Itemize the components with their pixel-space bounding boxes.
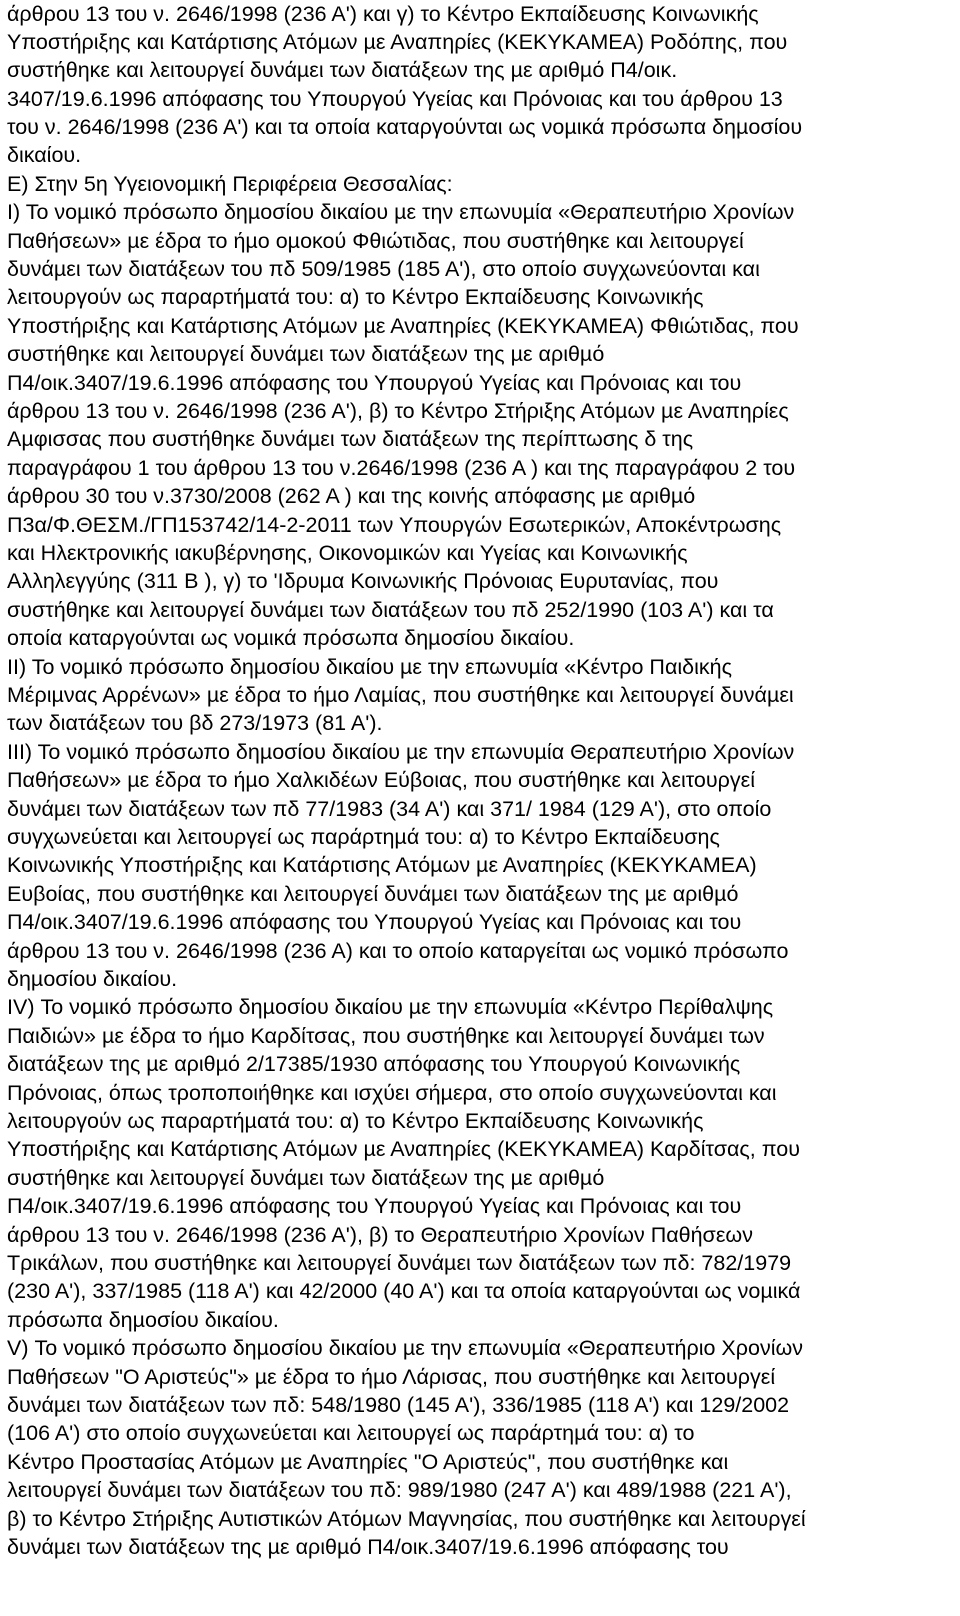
- text-line: δυνάµει των διατάξεων του πδ 509/1985 (185 Α'), στο οποίο συγχωνεύονται και: [7, 257, 760, 281]
- text-line: β) το Κέντρο Στήριξης Αυτιστικών Ατόµων Μαγνησίας, που συστήθηκε και λειτουργεί: [7, 1507, 806, 1531]
- text-line: άρθρου 13 του ν. 2646/1998 (236 Α') και γ) το Κέντρο Εκπαίδευσης Κοινωνικής: [7, 2, 759, 26]
- text-line: παραγράφου 1 του άρθρου 13 του ν.2646/1998 (236 Α ) και της παραγράφου 2 του: [7, 456, 796, 480]
- text-line: του ν. 2646/1998 (236 Α') και τα οποία καταργούνται ως νοµικά πρόσωπα δηµοσίου: [7, 115, 803, 139]
- text-line: συστήθηκε και λειτουργεί δυνάµει των διατάξεων της µε αριθµό: [7, 342, 605, 366]
- text-line: ΙV) Το νοµικό πρόσωπο δηµοσίου δικαίου µε την επωνυµία «Κέντρο Περίθαλψης: [7, 995, 774, 1019]
- section-heading: Ε) Στην 5η Υγειονοµική Περιφέρεια Θεσσαλίας:: [7, 172, 453, 196]
- text-line: V) Το νοµικό πρόσωπο δηµοσίου δικαίου µε την επωνυµία «Θεραπευτήριο Χρονίων: [7, 1336, 804, 1360]
- text-line: δυνάµει των διατάξεων των πδ: 548/1980 (145 Α'), 336/1985 (118 Α') και 129/2002: [7, 1393, 790, 1417]
- text-line: Π3α/Φ.ΘΕΣΜ./ΓΠ153742/14-2-2011 των Υπουργών Εσωτερικών, Αποκέντρωσης: [7, 513, 782, 537]
- text-line: Κοινωνικής Υποστήριξης και Κατάρτισης Ατόµων µε Αναπηρίες (ΚΕΚΥΚΑΜΕΑ): [7, 853, 757, 877]
- text-line: Παθήσεων» µε έδρα το ήµο οµοκού Φθιώτιδας, που συστήθηκε και λειτουργεί: [7, 229, 744, 253]
- text-line: άρθρου 13 του ν. 2646/1998 (236 Α) και το οποίο καταργείται ως νοµικό πρόσωπο: [7, 939, 789, 963]
- text-line: 3407/19.6.1996 απόφασης του Υπουργού Υγείας και Πρόνοιας και του άρθρου 13: [7, 87, 783, 111]
- text-line: άρθρου 13 του ν. 2646/1998 (236 Α'), β) το Θεραπευτήριο Χρονίων Παθήσεων: [7, 1223, 753, 1247]
- text-line: συστήθηκε και λειτουργεί δυνάµει των διατάξεων της µε αριθµό Π4/οικ.: [7, 58, 678, 82]
- text-line: διατάξεων της µε αριθµό 2/17385/1930 απόφασης του Υπουργού Κοινωνικής: [7, 1052, 741, 1076]
- text-line: λειτουργούν ως παραρτήµατά του: α) το Κέντρο Εκπαίδευσης Κοινωνικής: [7, 1109, 704, 1133]
- text-line: πρόσωπα δηµοσίου δικαίου.: [7, 1308, 279, 1332]
- text-line: συγχωνεύεται και λειτουργεί ως παράρτηµά του: α) το Κέντρο Εκπαίδευσης: [7, 825, 720, 849]
- text-line: Υποστήριξης και Κατάρτισης Ατόµων µε Αναπηρίες (ΚΕΚΥΚΑΜΕΑ) Φθιώτιδας, που: [7, 314, 799, 338]
- text-line: δυνάµει των διατάξεων των πδ 77/1983 (34 Α') και 371/ 1984 (129 Α'), στο οποίο: [7, 797, 772, 821]
- text-line: Π4/οικ.3407/19.6.1996 απόφασης του Υπουργού Υγείας και Πρόνοιας και του: [7, 1194, 742, 1218]
- text-line: Παθήσεων "Ο Αριστεύς"» µε έδρα το ήµο Λάρισας, που συστήθηκε και λειτουργεί: [7, 1365, 776, 1389]
- text-line: Παιδιών» µε έδρα το ήµο Καρδίτσας, που συστήθηκε και λειτουργεί δυνάµει των: [7, 1024, 765, 1048]
- text-line: δηµοσίου δικαίου.: [7, 967, 178, 991]
- text-line: και Ηλεκτρονικής ιακυβέρνησης, Οικονοµικών και Υγείας και Κοινωνικής: [7, 541, 688, 565]
- text-line: Μέριµνας Αρρένων» µε έδρα το ήµο Λαµίας, που συστήθηκε και λειτουργεί δυνάµει: [7, 683, 794, 707]
- text-line: (230 Α'), 337/1985 (118 Α') και 42/2000 (40 Α') και τα οποία καταργούνται ως νοµικά: [7, 1279, 801, 1303]
- text-line: άρθρου 30 του ν.3730/2008 (262 Α ) και της κοινής απόφασης µε αριθµό: [7, 484, 696, 508]
- text-line: Π4/οικ.3407/19.6.1996 απόφασης του Υπουργού Υγείας και Πρόνοιας και του: [7, 371, 742, 395]
- text-line: δικαίου.: [7, 143, 82, 167]
- text-line: Παθήσεων» µε έδρα το ήµο Χαλκιδέων Εύβοιας, που συστήθηκε και λειτουργεί: [7, 768, 755, 792]
- text-line: οποία καταργούνται ως νοµικά πρόσωπα δηµοσίου δικαίου.: [7, 626, 575, 650]
- text-line: συστήθηκε και λειτουργεί δυνάµει των διατάξεων της µε αριθµό: [7, 1166, 605, 1190]
- text-line: Υποστήριξης και Κατάρτισης Ατόµων µε Αναπηρίες (ΚΕΚΥΚΑΜΕΑ) Ροδόπης, που: [7, 30, 788, 54]
- text-line: Αλληλεγγύης (311 Β ), γ) το 'Ιδρυµα Κοινωνικής Πρόνοιας Ευρυτανίας, που: [7, 569, 719, 593]
- text-line: άρθρου 13 του ν. 2646/1998 (236 Α'), β) το Κέντρο Στήριξης Ατόµων µε Αναπηρίες: [7, 399, 789, 423]
- text-line: Ευβοίας, που συστήθηκε και λειτουργεί δυνάµει των διατάξεων της µε αριθµό: [7, 882, 739, 906]
- text-line: συστήθηκε και λειτουργεί δυνάµει των διατάξεων του πδ 252/1990 (103 Α') και τα: [7, 598, 774, 622]
- text-line: Αµφισσας που συστήθηκε δυνάµει των διατάξεων της περίπτωσης δ της: [7, 427, 694, 451]
- text-line: Π4/οικ.3407/19.6.1996 απόφασης του Υπουργού Υγείας και Πρόνοιας και του: [7, 910, 742, 934]
- text-line: (106 Α') στο οποίο συγχωνεύεται και λειτουργεί ως παράρτηµά του: α) το: [7, 1421, 695, 1445]
- text-line: Πρόνοιας, όπως τροποποιήθηκε και ισχύει σήµερα, στο οποίο συγχωνεύονται και: [7, 1081, 777, 1105]
- text-line: των διατάξεων του βδ 273/1973 (81 Α').: [7, 711, 383, 735]
- text-line: δυνάµει των διατάξεων της µε αριθµό Π4/οικ.3407/19.6.1996 απόφασης του: [7, 1535, 729, 1559]
- text-line: Υποστήριξης και Κατάρτισης Ατόµων µε Αναπηρίες (ΚΕΚΥΚΑΜΕΑ) Καρδίτσας, που: [7, 1137, 800, 1161]
- text-line: Τρικάλων, που συστήθηκε και λειτουργεί δυνάµει των διατάξεων των πδ: 782/1979: [7, 1251, 792, 1275]
- text-line: ΙΙ) Το νοµικό πρόσωπο δηµοσίου δικαίου µε την επωνυµία «Κέντρο Παιδικής: [7, 655, 732, 679]
- text-line: λειτουργεί δυνάµει των διατάξεων του πδ: 989/1980 (247 Α') και 489/1988 (221 Α'),: [7, 1478, 792, 1502]
- text-line: Ι) Το νοµικό πρόσωπο δηµοσίου δικαίου µε την επωνυµία «Θεραπευτήριο Χρονίων: [7, 200, 795, 224]
- text-line: ΙΙΙ) Το νοµικό πρόσωπο δηµοσίου δικαίου µε την επωνυµία Θεραπευτήριο Χρονίων: [7, 740, 795, 764]
- text-line: Κέντρο Προστασίας Ατόµων µε Αναπηρίες "Ο Αριστεύς", που συστήθηκε και: [7, 1450, 729, 1474]
- text-line: λειτουργούν ως παραρτήµατά του: α) το Κέντρο Εκπαίδευσης Κοινωνικής: [7, 285, 704, 309]
